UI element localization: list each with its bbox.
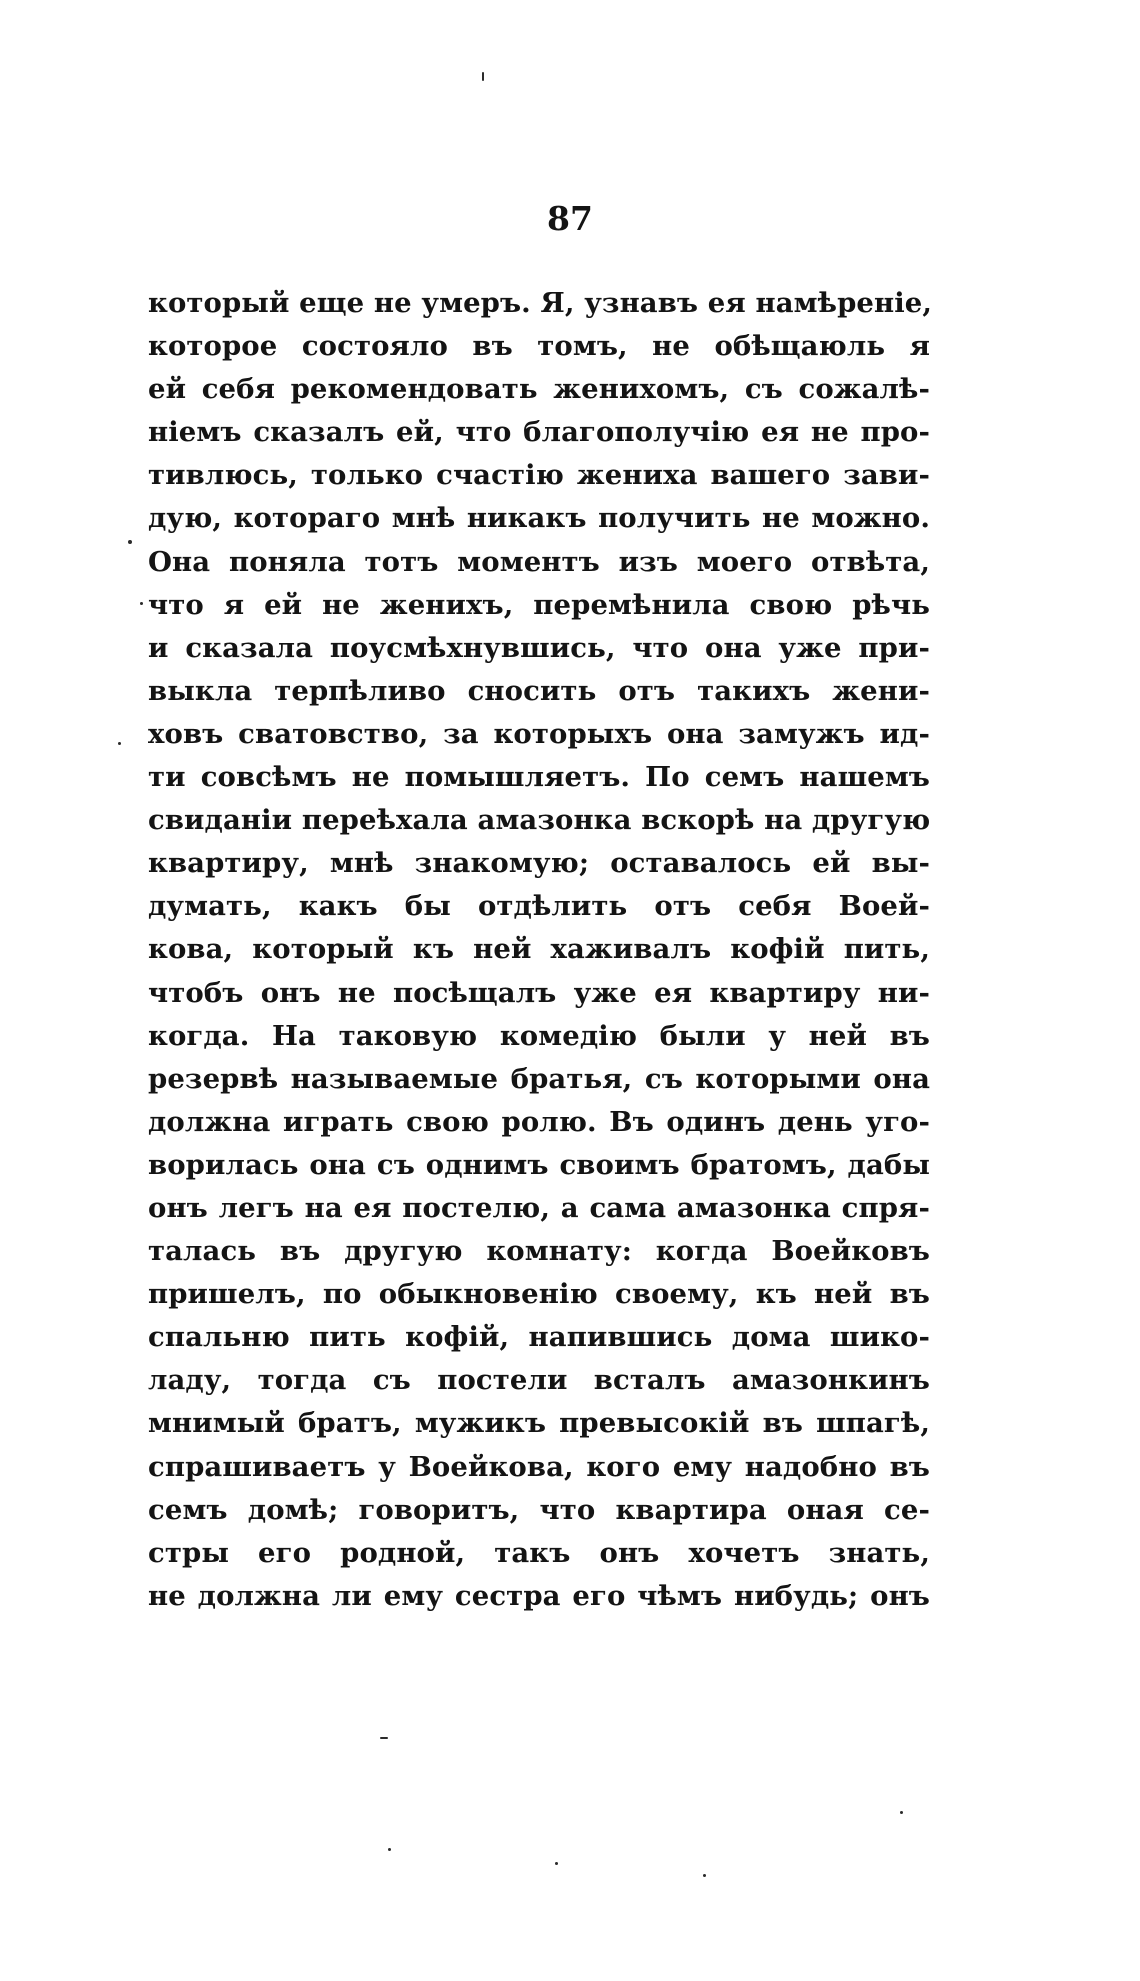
text-line: мнимый братъ, мужикъ превысокій въ шпагѣ,: [148, 1407, 930, 1440]
text-line: ніемъ сказалъ ей, что благополучію ея не про-: [148, 416, 930, 449]
text-line: ворилась она съ однимъ своимъ братомъ, дабы: [148, 1148, 930, 1181]
text-line: резервѣ называемые братья, съ которыми она: [148, 1062, 930, 1095]
text-line: семъ домѣ; говоритъ, что квартира оная се-: [148, 1493, 930, 1526]
text-line: Она поняла тотъ моментъ изъ моего отвѣта,: [148, 545, 930, 578]
text-line: не должна ли ему сестра его чѣмъ нибудь; онъ: [148, 1579, 930, 1612]
print-speck: [380, 1737, 388, 1739]
text-line: выкла терпѣливо сносить отъ такихъ жени-: [148, 674, 930, 707]
text-line: ти совсѣмъ не помышляетъ. По семъ нашемъ: [148, 761, 930, 794]
text-line: свиданіи переѣхала амазонка вскорѣ на другую: [148, 804, 931, 837]
text-line: пришелъ, по обыкновенію своему, къ ней въ: [148, 1278, 930, 1311]
text-line: думать, какъ бы отдѣлить отъ себя Воей-: [148, 890, 930, 923]
print-speck: [555, 1862, 558, 1865]
print-speck: [128, 540, 132, 544]
text-line: должна играть свою ролю. Въ одинъ день уго-: [148, 1105, 930, 1138]
text-line: ладу, тогда съ постели всталъ амазонкинъ: [148, 1364, 930, 1397]
print-speck: [140, 602, 143, 605]
text-line: дую, котораго мнѣ никакъ получить не можно.: [148, 502, 930, 535]
text-line: который еще не умеръ. Я, узнавъ ея намѣреніе,: [148, 287, 933, 319]
text-line: чтобъ онъ не посѣщалъ уже ея квартиру ни-: [148, 976, 930, 1009]
print-speck: [118, 742, 121, 745]
print-speck: [482, 72, 484, 81]
text-line: что я ей не женихъ, перемѣнила свою рѣчь: [148, 588, 930, 621]
text-line: ей себя рекомендовать женихомъ, съ сожалѣ-: [148, 373, 930, 406]
text-line: спальню пить кофій, напившись дома шико-: [148, 1321, 930, 1354]
print-speck: [703, 1874, 706, 1877]
text-line: спрашиваетъ у Воейкова, кого ему надобно въ: [148, 1450, 930, 1483]
text-line: которое состояло въ томъ, не обѣщаюль я: [148, 330, 930, 363]
text-line: когда. На таковую комедію были у ней въ: [148, 1019, 930, 1052]
text-line: и сказала поусмѣхнувшись, что она уже при-: [148, 631, 930, 664]
text-line: стры его родной, такъ онъ хочетъ знать,: [148, 1536, 930, 1569]
text-line: тивлюсь, только счастію жениха вашего зави-: [148, 459, 930, 492]
text-line: квартиру, мнѣ знакомую; оставалось ей вы-: [148, 847, 930, 880]
text-line: кова, который къ ней хаживалъ кофій пить,: [148, 933, 930, 966]
print-speck: [388, 1848, 391, 1851]
text-line: талась въ другую комнату: когда Воейковъ: [148, 1235, 930, 1268]
text-line: ховъ сватовство, за которыхъ она замужъ ид-: [148, 717, 930, 750]
text-line: онъ легъ на ея постелю, а сама амазонка спря-: [148, 1191, 930, 1224]
body-text: [148, 282, 933, 1618]
page-number: 87: [547, 199, 593, 238]
print-speck: [900, 1811, 903, 1814]
